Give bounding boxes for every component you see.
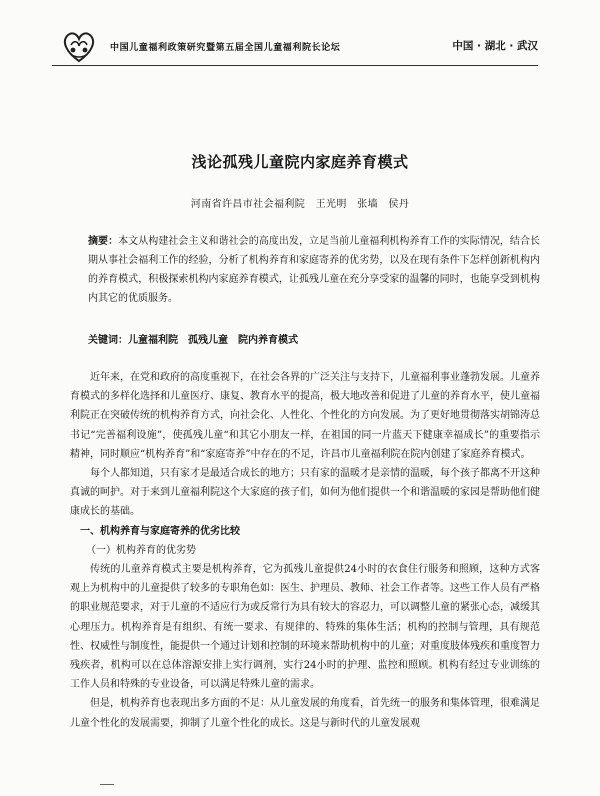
- subsection-heading: （一）机构养育的优劣势: [86, 544, 196, 556]
- article-title: 浅论孤残儿童院内家庭养育模式: [191, 153, 409, 171]
- forum-logo-icon: [60, 28, 98, 64]
- body-paragraph: 传统的儿童养育模式主要是机构养育，它为孤残儿童提供24小时的衣食住行服务和照顾，这种方式客观上为机构中的儿童提供了较多的专职角色如：医生、护理员、教师、社会工作者等。这些工作人员有严格的职业规范要求，对于儿童的不适应行为或反常行为具有较大的容忍力，可以调整儿童的紧张心态，减缓其心理压力。机构养育是有组织、有统一要求、有规律的、特殊的集体生活；机构的控制与管理，具有规范性、权威性与制度性，能提供一个通过计划和控制的环境来帮助机构中的儿童；对重度肢体残疾和重度智力残疾者，机构可以在总体溶源安排上实行调剂，实行24小时的护理、监控和照顾。机构有经过专业训练的工作人员和特殊的专业设备，可以满足特殊儿童的需求。: [70, 564, 540, 691]
- running-header: [52, 28, 538, 66]
- conference-series-title: 中国儿童福利政策研究暨第五届全国儿童福利院长论坛: [110, 43, 341, 53]
- author-line: 河南省许昌市社会福利院 王光明 张墙 侯丹: [190, 199, 410, 210]
- article-body: [70, 368, 540, 733]
- abstract-label: 摘要：: [88, 236, 119, 247]
- conference-location: 中国 · 湖北 · 武汉: [452, 40, 538, 52]
- keywords-text: 儿童福利院 孤残儿童 院内养育模式: [128, 335, 298, 346]
- section-heading: 一、机构养育与家庭寄养的优劣比较: [80, 525, 240, 537]
- abstract-text: 本文从构建社会主义和谐社会的高度出发，立足当前儿童福利机构养育工作的实际情况，结合长期从事社会福利工作的经验，分析了机构养育和家庭寄养的优劣势，以及在现有条件下怎样创新机构内的养育模式，积极探索机构内家庭养育模式，让孤残儿童在充分享受家的温馨的同时，也能享受到机构内其它的优质服务。: [88, 236, 541, 304]
- body-paragraph: 近年来，在党和政府的高度重视下，在社会各界的广泛关注与支持下，儿童福利事业蓬勃发展。儿童养育模式的多样化选择和儿童医疗、康复、教育水平的提高，极大地改善和促进了儿童的养育水平，使儿童福利院正在突破传统的机构养育方式，向社会化、人性化、个性化的方向发展。为了更好地贯彻落实胡锦涛总书记“完善福利设施”，使孤残儿童“和其它小朋友一样，在祖国的同一片蓝天下健康幸福成长”的重要指示精神，同时顺应“机构养育”和“家庭寄养”中存在的不足，许昌市儿童福利院在院内创建了家庭养育模式。: [70, 372, 540, 460]
- body-paragraph: 每个人都知道，只有家才是最适合成长的地方；只有家的温暖才是亲情的温暖，每个孩子都离不开这种真诚的呵护。对于来到儿童福利院这个大家庭的孩子们，如何为他们提供一个和谐温暖的家园是帮助他们健康成长的基础。: [70, 468, 540, 518]
- keywords-label: 关键词：: [88, 335, 128, 346]
- body-paragraph: 但是，机构养育也表现出多方面的不足：从儿童发展的角度看，首先统一的服务和集体管理，很难满足儿童个性化的发展需要，抑制了儿童个性化的成长。这是与新时代的儿童发展观: [70, 698, 540, 729]
- header-rule: [52, 65, 538, 66]
- abstract: [88, 232, 540, 308]
- keywords: [88, 331, 540, 346]
- page-footer-mark: [100, 784, 114, 789]
